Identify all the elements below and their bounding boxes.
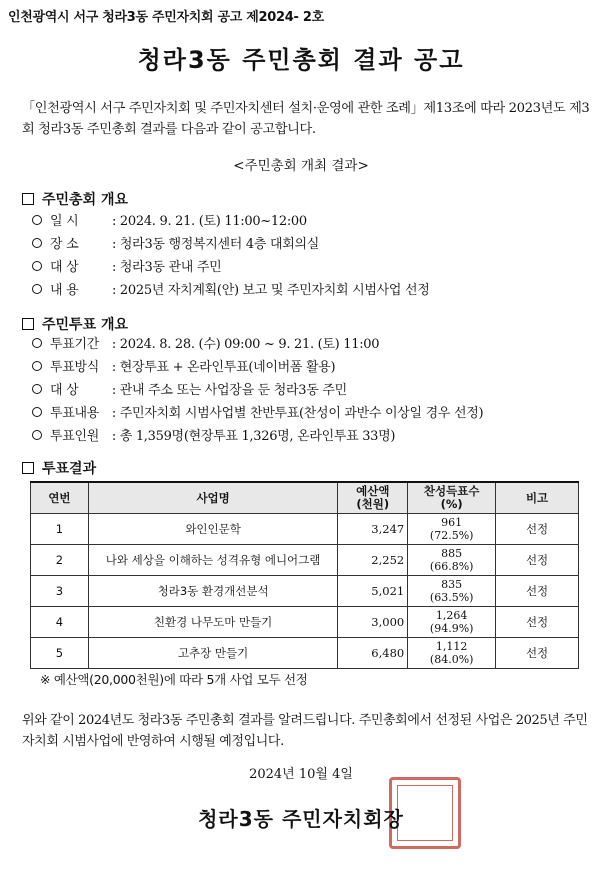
project-name: 청라3동 환경개선분석 [88, 576, 337, 607]
item-value: 총 1,359명(현장투표 1,326명, 온라인투표 33명) [119, 429, 396, 444]
results-table [30, 481, 579, 669]
section-title-meeting [22, 189, 128, 209]
project-name: 고추장 만들기 [88, 638, 337, 669]
circle-bullet-icon [32, 384, 42, 394]
list-item: 투표방식 : 현장투표 + 온라인투표(네이버폼 활용) [32, 356, 592, 379]
page-title: 청라3동 주민총회 결과 공고 [137, 46, 465, 74]
budget-note: ※ 예산액(20,000천원)에 따라 5개 사업 모두 선정 [40, 672, 308, 687]
item-value: 2025년 자치계획(안) 보고 및 주민자치회 시범사업 선정 [119, 283, 430, 298]
item-label: 투표인원 [50, 429, 100, 444]
item-label: 내 용 [50, 283, 79, 298]
circle-bullet-icon [32, 215, 42, 225]
item-label: 대 상 [50, 383, 79, 398]
item-label: 투표내용 [50, 406, 100, 421]
square-bullet-icon [22, 318, 34, 330]
item-value: 관내 주소 또는 사업장을 둔 청라3동 주민 [119, 383, 347, 398]
table-row [31, 545, 579, 576]
item-value: 주민자치회 시범사업별 찬반투표(찬성이 과반수 이상일 경우 선정) [119, 406, 484, 421]
item-value: 현장투표 + 온라인투표(네이버폼 활용) [119, 360, 336, 375]
section-title-results [22, 458, 96, 478]
item-label: 투표기간 [50, 337, 100, 352]
item-label: 일 시 [50, 214, 79, 229]
vote-number: 835 [441, 578, 463, 591]
table-row [31, 607, 579, 638]
remark: 선정 [496, 576, 579, 607]
budget-amount: 3,000 [338, 607, 408, 638]
circle-bullet-icon [32, 430, 42, 440]
vote-percent: (84.0%) [429, 653, 474, 666]
row-number: 5 [31, 638, 89, 669]
circle-bullet-icon [32, 261, 42, 271]
intro-paragraph: 「인천광역시 서구 주민자치회 및 주민자치센터 설치·운영에 관한 조례」제13조에 따라 2023년도 제3회 청라3동 주민총회 결과를 다음과 같이 공고합니다. [22, 101, 590, 137]
vote-number: 1,264 [435, 609, 468, 622]
remark: 선정 [496, 638, 579, 669]
budget-amount: 6,480 [338, 638, 408, 669]
vote-count [408, 545, 496, 576]
section-title-text: 주민총회 개요 [42, 192, 129, 208]
column-header: 연번 [31, 482, 89, 514]
item-label: 투표방식 [50, 360, 100, 375]
circle-bullet-icon [32, 338, 42, 348]
circle-bullet-icon [32, 361, 42, 371]
list-item: 대 상 : 관내 주소 또는 사업장을 둔 청라3동 주민 [32, 379, 592, 402]
row-number: 3 [31, 576, 89, 607]
vote-number: 961 [441, 516, 463, 529]
item-label: 대 상 [50, 260, 79, 275]
notice-number: 인천광역시 서구 청라3동 주민자치회 공고 제2024- 2호 [8, 10, 324, 25]
column-header: 비고 [496, 482, 579, 514]
remark: 선정 [496, 607, 579, 638]
list-item: 투표내용 : 주민자치회 시범사업별 찬반투표(찬성이 과반수 이상일 경우 선정) [32, 402, 592, 425]
vote-count [408, 514, 496, 545]
table-header-row [31, 482, 579, 514]
remark: 선정 [496, 514, 579, 545]
item-value: 2024. 9. 21. (토) 11:00~12:00 [119, 214, 307, 229]
announcement-date: 2024년 10월 4일 [249, 767, 353, 782]
circle-bullet-icon [32, 407, 42, 417]
circle-bullet-icon [32, 284, 42, 294]
vote-percent: (72.5%) [429, 529, 474, 542]
vote-overview-list [32, 333, 592, 448]
section-title-text: 투표결과 [42, 461, 97, 477]
vote-count [408, 638, 496, 669]
project-name: 친환경 나무도마 만들기 [88, 607, 337, 638]
circle-bullet-icon [32, 238, 42, 248]
vote-number: 885 [441, 547, 463, 560]
list-item: 일 시 : 2024. 9. 21. (토) 11:00~12:00 [32, 210, 592, 233]
remark: 선정 [496, 545, 579, 576]
row-number: 1 [31, 514, 89, 545]
item-value: 2024. 8. 28. (수) 09:00 ~ 9. 21. (토) 11:00 [119, 337, 380, 352]
vote-number: 1,112 [435, 640, 468, 653]
table-row [31, 638, 579, 669]
item-value: 청라3동 행정복지센터 4층 대회의실 [119, 237, 319, 252]
vote-percent: (66.8%) [429, 560, 474, 573]
vote-percent: (63.5%) [429, 591, 474, 604]
square-bullet-icon [22, 193, 34, 205]
budget-amount: 2,252 [338, 545, 408, 576]
closing-paragraph: 위와 같이 2024년도 청라3동 주민총회 결과를 알려드립니다. 주민총회에서 선정된 사업은 2025년 주민자치회 시범사업에 반영하여 시행될 예정입니다. [22, 713, 588, 749]
table-row [31, 514, 579, 545]
budget-amount: 5,021 [338, 576, 408, 607]
vote-count [408, 576, 496, 607]
list-item: 투표인원 : 총 1,359명(현장투표 1,326명, 온라인투표 33명) [32, 425, 592, 448]
square-bullet-icon [22, 462, 34, 474]
column-header: 찬성득표수 (%) [408, 482, 496, 514]
row-number: 2 [31, 545, 89, 576]
budget-amount: 3,247 [338, 514, 408, 545]
row-number: 4 [31, 607, 89, 638]
table-row [31, 576, 579, 607]
column-header: 예산액 (천원) [338, 482, 408, 514]
section-title-text: 주민투표 개요 [42, 317, 129, 333]
section-title-vote [22, 314, 128, 334]
list-item: 투표기간 : 2024. 8. 28. (수) 09:00 ~ 9. 21. (토) 11:00 [32, 333, 592, 356]
subheading: <주민총회 개최 결과> [233, 158, 369, 174]
meeting-overview-list [32, 210, 592, 302]
vote-count [408, 607, 496, 638]
list-item: 내 용 : 2025년 자치계획(안) 보고 및 주민자치회 시범사업 선정 [32, 279, 592, 302]
signer-title: 청라3동 주민자치회장 [198, 807, 404, 831]
column-header: 사업명 [88, 482, 337, 514]
list-item: 장 소 : 청라3동 행정복지센터 4층 대회의실 [32, 233, 592, 256]
item-value: 청라3동 관내 주민 [119, 260, 222, 275]
list-item: 대 상 : 청라3동 관내 주민 [32, 256, 592, 279]
project-name: 와인인문학 [88, 514, 337, 545]
item-label: 장 소 [50, 237, 79, 252]
vote-percent: (94.9%) [429, 622, 474, 635]
project-name: 나와 세상을 이해하는 성격유형 에니어그램 [88, 545, 337, 576]
